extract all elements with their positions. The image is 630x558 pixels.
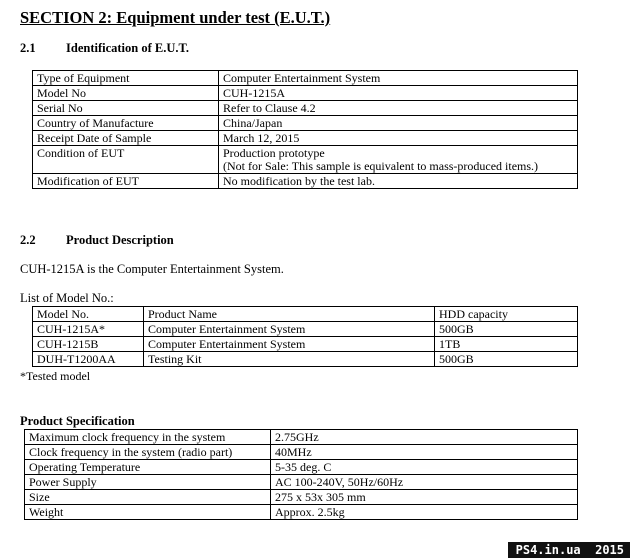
subsection-title: Identification of E.U.T. (66, 41, 190, 55)
row-value: AC 100-240V, 50Hz/60Hz (271, 475, 578, 490)
column-header: HDD capacity (435, 307, 578, 322)
product-specification-heading: Product Specification (20, 414, 135, 428)
table-header-row (33, 307, 578, 322)
row-label: Modification of EUT (33, 174, 219, 189)
subsection-2-1-heading (20, 41, 189, 56)
product-specification-table (24, 429, 578, 520)
row-label: Serial No (33, 101, 219, 116)
cell-hdd-capacity: 500GB (435, 322, 578, 337)
model-list-table (32, 306, 578, 367)
tested-model-note: *Tested model (20, 369, 91, 383)
subsection-title: Product Description (66, 233, 174, 247)
cell-model-no: CUH-1215A* (33, 322, 144, 337)
condition-line-2: (Not for Sale: This sample is equivalent to mass-produced items.) (223, 159, 539, 173)
table-row (33, 352, 578, 367)
table-row (33, 174, 578, 189)
product-description: CUH-1215A is the Computer Entertainment System. (20, 262, 284, 276)
cell-hdd-capacity: 500GB (435, 352, 578, 367)
row-label: Clock frequency in the system (radio part) (25, 445, 271, 460)
row-label: Condition of EUT (33, 146, 219, 174)
cell-model-no: CUH-1215B (33, 337, 144, 352)
row-value: CUH-1215A (219, 86, 578, 101)
subsection-2-2-heading (20, 233, 174, 248)
table-row (33, 116, 578, 131)
cell-product-name: Testing Kit (144, 352, 435, 367)
row-value: Approx. 2.5kg (271, 505, 578, 520)
row-value: March 12, 2015 (219, 131, 578, 146)
row-value (219, 146, 578, 174)
table-row (25, 490, 578, 505)
table-row (25, 475, 578, 490)
table-row (33, 322, 578, 337)
row-label: Receipt Date of Sample (33, 131, 219, 146)
row-label: Maximum clock frequency in the system (25, 430, 271, 445)
model-list-label: List of Model No.: (20, 291, 114, 305)
row-value: Computer Entertainment System (219, 71, 578, 86)
table-row (33, 337, 578, 352)
row-value: No modification by the test lab. (219, 174, 578, 189)
row-label: Country of Manufacture (33, 116, 219, 131)
row-label: Weight (25, 505, 271, 520)
site-watermark: PS4.in.ua 2015 (508, 542, 630, 558)
condition-line-1: Production prototype (223, 146, 325, 160)
row-value: China/Japan (219, 116, 578, 131)
subsection-number: 2.1 (20, 41, 36, 55)
column-header: Product Name (144, 307, 435, 322)
cell-product-name: Computer Entertainment System (144, 337, 435, 352)
row-value: 2.75GHz (271, 430, 578, 445)
row-value: 5-35 deg. C (271, 460, 578, 475)
table-row (33, 131, 578, 146)
cell-hdd-capacity: 1TB (435, 337, 578, 352)
row-label: Model No (33, 86, 219, 101)
section-title: SECTION 2: Equipment under test (E.U.T.) (20, 8, 331, 27)
cell-model-no: DUH-T1200AA (33, 352, 144, 367)
table-row (33, 146, 578, 174)
row-label: Type of Equipment (33, 71, 219, 86)
subsection-number: 2.2 (20, 233, 36, 247)
table-row (33, 71, 578, 86)
eut-identification-table (32, 70, 578, 189)
table-row (25, 445, 578, 460)
table-row (33, 86, 578, 101)
row-label: Operating Temperature (25, 460, 271, 475)
table-row (25, 505, 578, 520)
row-label: Size (25, 490, 271, 505)
table-row (25, 430, 578, 445)
row-value: 275 x 53x 305 mm (271, 490, 578, 505)
row-value: Refer to Clause 4.2 (219, 101, 578, 116)
column-header: Model No. (33, 307, 144, 322)
table-row (33, 101, 578, 116)
cell-product-name: Computer Entertainment System (144, 322, 435, 337)
row-value: 40MHz (271, 445, 578, 460)
row-label: Power Supply (25, 475, 271, 490)
table-row (25, 460, 578, 475)
